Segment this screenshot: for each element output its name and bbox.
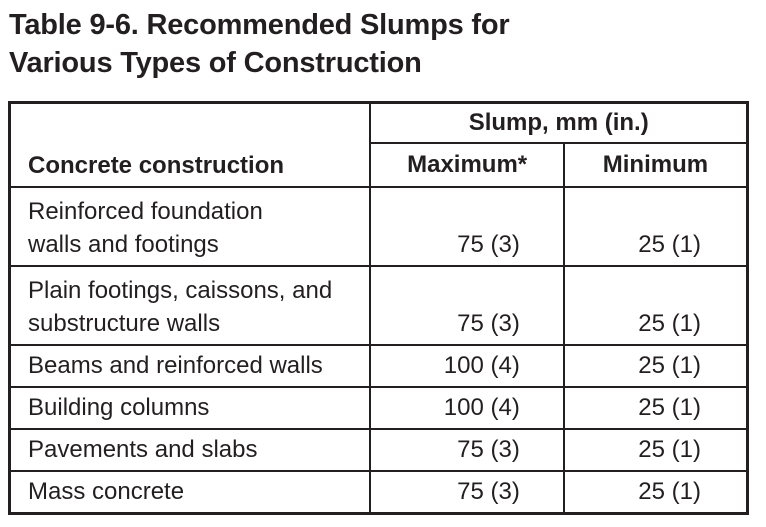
row-label-line-2: substructure walls [28,310,221,337]
row-label-line-2: walls and footings [28,231,219,258]
row-maximum: 75 (3) [370,429,563,471]
row-minimum: 25 (1) [564,471,748,514]
row-minimum: 25 (1) [564,429,748,471]
row-label-line-1: Plain footings, caissons, and [28,277,333,304]
row-minimum: 25 (1) [564,387,748,429]
table-row [10,471,748,514]
header-minimum: Minimum [564,143,748,187]
table-title [9,6,509,82]
title-line-1: Table 9-6. Recommended Slumps for [9,9,510,41]
table-row [10,429,748,471]
row-minimum: 25 (1) [564,345,748,387]
table-row [10,387,748,429]
table-row [10,266,748,345]
header-slump-group: Slump, mm (in.) [370,103,747,144]
header-maximum: Maximum* [370,143,563,187]
row-maximum: 75 (3) [370,187,563,266]
row-label [10,187,371,266]
row-maximum: 75 (3) [370,471,563,514]
table-row [10,345,748,387]
slump-table [8,101,749,515]
table-row [10,187,748,266]
row-maximum: 100 (4) [370,387,563,429]
title-line-2: Various Types of Construction [9,47,422,79]
row-minimum: 25 (1) [564,266,748,345]
header-row-top [10,103,748,144]
row-label: Building columns [10,387,371,429]
row-label: Mass concrete [10,471,371,514]
row-label: Pavements and slabs [10,429,371,471]
row-label: Beams and reinforced walls [10,345,371,387]
header-concrete-construction: Concrete construction [10,103,371,188]
row-maximum: 100 (4) [370,345,563,387]
row-label-line-1: Reinforced foundation [28,198,263,225]
row-minimum: 25 (1) [564,187,748,266]
row-label [10,266,371,345]
row-maximum: 75 (3) [370,266,563,345]
